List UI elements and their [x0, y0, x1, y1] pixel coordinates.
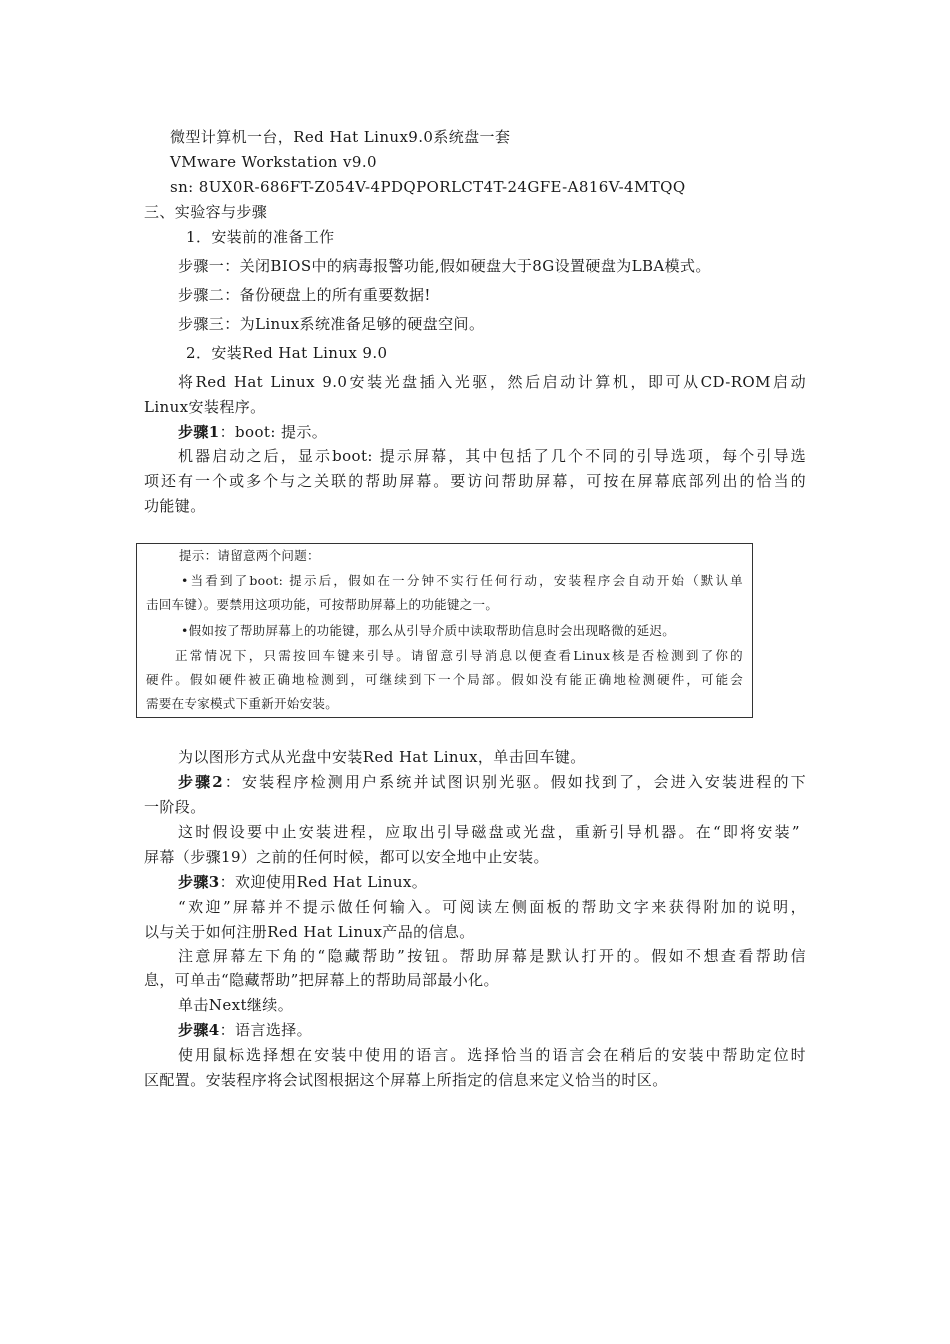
tip-paragraph-line-1: 正常情况下，只需按回车键来引导。请留意引导消息以便查看Linux核是否检测到了你的	[175, 648, 743, 663]
step-4-label: 步骤4	[178, 1021, 220, 1039]
abort-line-2: 屏幕（步骤19）之前的任何时候，都可以安全地中止安装。	[144, 848, 549, 866]
step-3-label: 步骤3	[178, 873, 220, 891]
step-1-desc-line-3: 功能键。	[144, 497, 206, 515]
step-2-line-2: 一阶段。	[144, 798, 206, 816]
prep-heading: 1．安装前的准备工作	[186, 228, 335, 246]
language-line-1: 使用鼠标选择想在安装中使用的语言。选择恰当的语言会在稍后的安装中帮助定位时	[178, 1046, 806, 1064]
abort-line-1: 这时假设要中止安装进程，应取出引导磁盘或光盘，重新引导机器。在“即将安装”	[178, 823, 800, 841]
language-line-2: 区配置。安装程序将会试图根据这个屏幕上所指定的信息来定义恰当的时区。	[144, 1071, 668, 1089]
prep-step-2: 步骤二：备份硬盘上的所有重要数据!	[178, 286, 431, 304]
hide-help-line-1: 注意屏幕左下角的“隐藏帮助”按钮。帮助屏幕是默认打开的。假如不想查看帮助信	[178, 947, 806, 965]
click-next-line: 单击Next继续。	[178, 996, 294, 1014]
step-1-text: ：boot: 提示。	[219, 423, 328, 441]
tip-bullet-1-line-1: •当看到了boot: 提示后，假如在一分钟不实行任何行动，安装程序会自动开始（默认单	[181, 573, 743, 588]
step-2-text: ：安装程序检测用户系统并试图识别光驱。假如找到了，会进入安装进程的下	[223, 773, 806, 791]
welcome-line-1: “欢迎”屏幕并不提示做任何输入。可阅读左侧面板的帮助文字来获得附加的说明，	[178, 898, 806, 916]
step-2-line-1	[178, 772, 806, 792]
tip-bullet-1-line-2: 击回车键）。要禁用这项功能，可按帮助屏幕上的功能键之一。	[146, 597, 499, 612]
materials-line-1: 微型计算机一台，Red Hat Linux9.0系统盘一套	[170, 128, 511, 146]
welcome-line-2: 以与关于如何注册Red Hat Linux产品的信息。	[144, 923, 475, 941]
step-2-label: 步骤2	[178, 773, 224, 791]
tip-bullet-2: •假如按了帮助屏幕上的功能键，那么从引导介质中读取帮助信息时会出现略微的延迟。	[181, 623, 676, 638]
prep-step-1: 步骤一：关闭BIOS中的病毒报警功能,假如硬盘大于8G设置硬盘为LBA模式。	[178, 257, 711, 275]
step-1-label: 步骤1	[178, 423, 220, 441]
prep-step-3: 步骤三：为Linux系统准备足够的硬盘空间。	[178, 315, 485, 333]
step-1-desc-line-2: 项还有一个或多个与之关联的帮助屏幕。要访问帮助屏幕，可按在屏幕底部列出的恰当的	[144, 472, 806, 490]
install-intro-line-1: 将Red Hat Linux 9.0安装光盘插入光驱，然后启动计算机，即可从CD-ROM启动	[178, 373, 806, 391]
tip-box	[136, 543, 753, 718]
section-3-heading: 三、实验容与步骤	[144, 203, 268, 221]
step-3-text: ：欢迎使用Red Hat Linux。	[219, 873, 428, 891]
tip-title: 提示：请留意两个问题：	[179, 548, 320, 563]
graphic-install-line: 为以图形方式从光盘中安装Red Hat Linux，单击回车键。	[178, 748, 586, 766]
step-1-heading	[178, 422, 327, 442]
install-heading: 2．安装Red Hat Linux 9.0	[186, 344, 388, 362]
install-intro-line-2: Linux安装程序。	[144, 398, 266, 416]
hide-help-line-2: 息，可单击“隐藏帮助”把屏幕上的帮助局部最小化。	[144, 971, 499, 989]
tip-paragraph-line-3: 需要在专家模式下重新开始安装。	[146, 696, 339, 711]
tip-paragraph-line-2: 硬件。假如硬件被正确地检测到，可继续到下一个局部。假如没有能正确地检测硬件，可能会	[146, 672, 743, 687]
materials-line-2: VMware Workstation v9.0	[170, 153, 377, 171]
step-3-heading	[178, 872, 427, 892]
step-1-desc-line-1: 机器启动之后，显示boot: 提示屏幕，其中包括了几个不同的引导选项，每个引导选	[178, 447, 806, 465]
materials-line-3: sn: 8UX0R-686FT-Z054V-4PDQPORLCT4T-24GFE-A816V-4MTQQ	[170, 178, 686, 196]
step-4-text: ：语言选择。	[219, 1021, 313, 1039]
step-4-heading	[178, 1020, 312, 1040]
